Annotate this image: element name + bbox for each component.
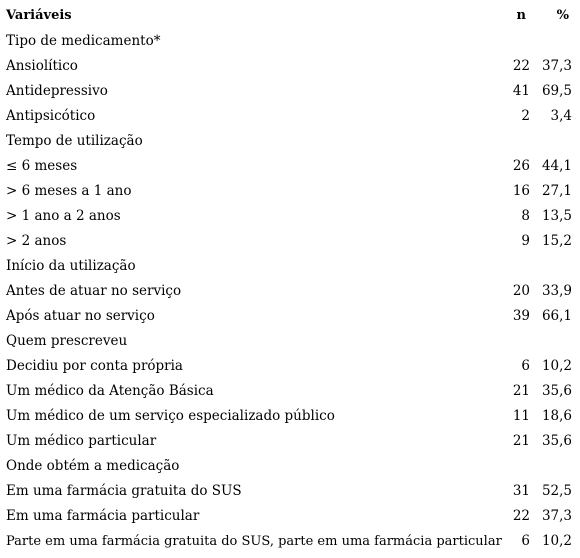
header-percent: % — [556, 8, 569, 23]
row-label: Antidepressivo — [6, 83, 108, 99]
header-variables: Variáveis — [6, 8, 72, 23]
row-percent: 44,1 — [541, 158, 572, 174]
row-n: 2 — [521, 108, 530, 124]
row-label: ≤ 6 meses — [6, 158, 78, 174]
row-n: 22 — [512, 58, 530, 74]
row-label: Antes de atuar no serviço — [6, 283, 182, 299]
row-percent: 3,4 — [550, 108, 572, 124]
row-n: 16 — [512, 183, 530, 199]
row-percent: 69,5 — [541, 83, 572, 99]
table-group-row — [0, 329, 580, 354]
row-n: 11 — [512, 408, 530, 424]
row-percent: 18,6 — [541, 408, 572, 424]
table-row — [0, 179, 580, 204]
row-percent: 13,5 — [541, 208, 572, 224]
row-percent: 27,1 — [541, 183, 572, 199]
row-percent: 35,6 — [541, 383, 572, 399]
table-row — [0, 54, 580, 79]
row-n: 39 — [512, 308, 530, 324]
table-row — [0, 404, 580, 429]
table-group-row — [0, 254, 580, 279]
table-row — [0, 204, 580, 229]
row-n: 31 — [512, 483, 530, 499]
table-row — [0, 504, 580, 529]
table-row — [0, 154, 580, 179]
row-n: 6 — [521, 358, 530, 374]
row-percent: 33,9 — [541, 283, 572, 299]
row-label: Um médico da Atenção Básica — [6, 383, 214, 399]
row-n: 9 — [521, 233, 530, 249]
table-row — [0, 229, 580, 254]
table-row — [0, 79, 580, 104]
table-row — [0, 479, 580, 504]
row-label: Em uma farmácia particular — [6, 508, 200, 524]
table-row — [0, 379, 580, 404]
row-percent: 66,1 — [541, 308, 572, 324]
row-percent: 10,2 — [541, 533, 572, 549]
table-row — [0, 354, 580, 379]
group-label: Onde obtém a medicação — [6, 458, 180, 474]
group-label: Tipo de medicamento* — [6, 33, 161, 49]
row-n: 21 — [512, 433, 530, 449]
row-n: 26 — [512, 158, 530, 174]
row-label: Um médico particular — [6, 433, 157, 449]
table-row — [0, 429, 580, 454]
row-label: > 2 anos — [6, 233, 67, 249]
row-label: > 6 meses a 1 ano — [6, 183, 132, 199]
group-label: Início da utilização — [6, 258, 136, 274]
row-n: 8 — [521, 208, 530, 224]
row-label: Decidiu por conta própria — [6, 358, 183, 374]
row-n: 6 — [521, 533, 530, 549]
group-label: Tempo de utilização — [6, 133, 143, 149]
table-row — [0, 304, 580, 329]
row-percent: 52,5 — [541, 483, 572, 499]
row-label: Após atuar no serviço — [6, 308, 155, 324]
header-n: n — [516, 8, 526, 23]
row-percent: 37,3 — [541, 58, 572, 74]
row-percent: 37,3 — [541, 508, 572, 524]
table-group-row — [0, 129, 580, 154]
table-row — [0, 279, 580, 304]
row-label: > 1 ano a 2 anos — [6, 208, 121, 224]
table-header-row — [0, 0, 580, 29]
row-label: Antipsicótico — [6, 108, 96, 124]
row-n: 20 — [512, 283, 530, 299]
group-label: Quem prescreveu — [6, 333, 128, 349]
row-n: 22 — [512, 508, 530, 524]
row-percent: 15,2 — [541, 233, 572, 249]
row-label: Parte em uma farmácia gratuita do SUS, parte em uma farmácia particular — [6, 534, 502, 549]
table-row — [0, 529, 580, 554]
row-label: Em uma farmácia gratuita do SUS — [6, 483, 242, 499]
row-n: 41 — [512, 83, 530, 99]
table-group-row — [0, 29, 580, 54]
row-percent: 10,2 — [541, 358, 572, 374]
row-n: 21 — [512, 383, 530, 399]
table-row — [0, 104, 580, 129]
row-label: Um médico de um serviço especializado público — [6, 408, 335, 424]
row-label: Ansiolítico — [6, 58, 78, 74]
table-group-row — [0, 454, 580, 479]
row-percent: 35,6 — [541, 433, 572, 449]
